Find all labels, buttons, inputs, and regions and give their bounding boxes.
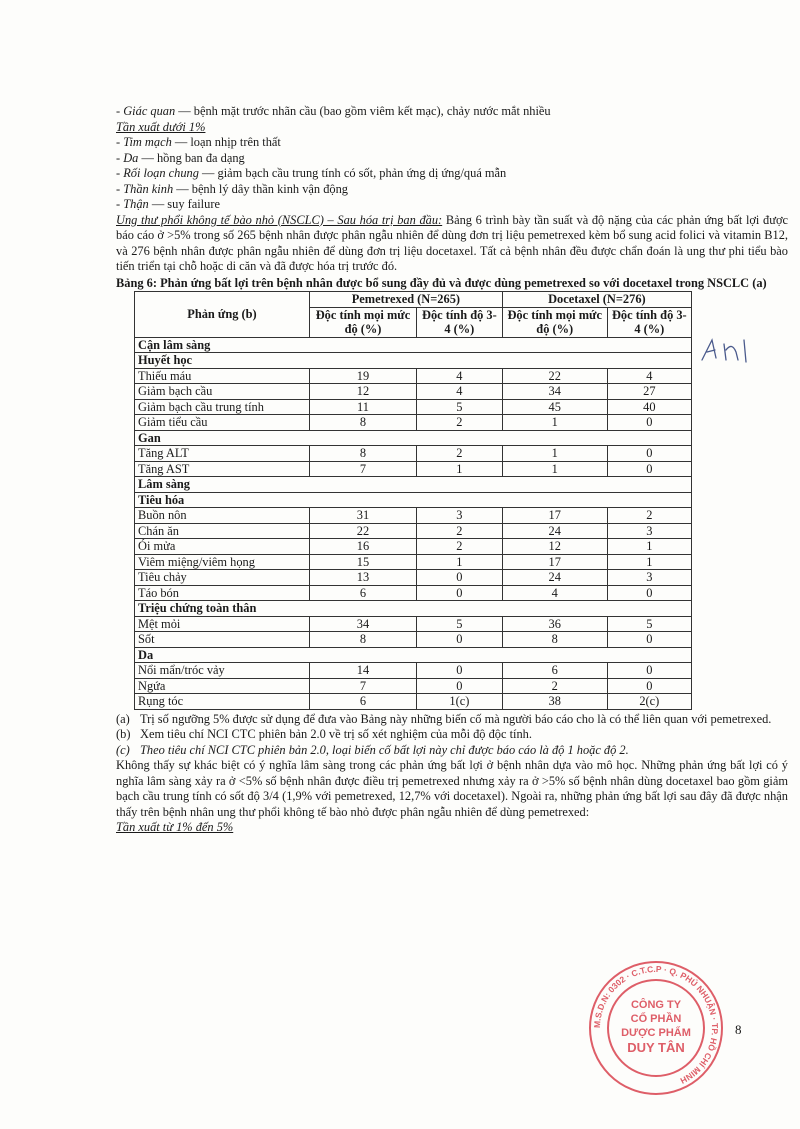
footnote-text: Theo tiêu chí NCI CTC phiên bản 2.0, loại biến cố bất lợi này chỉ được báo cáo là độ 1 hoặc độ 2. bbox=[140, 742, 629, 757]
reaction-label: Thiếu máu bbox=[135, 368, 310, 384]
pem-all-grade-value: 22 bbox=[310, 523, 417, 539]
doc-all-grade-value: 17 bbox=[502, 554, 607, 570]
footnotes bbox=[116, 712, 788, 759]
doc-all-grade-value: 1 bbox=[502, 415, 607, 431]
doc-grade34-value: 0 bbox=[607, 446, 691, 462]
doc-grade34-value: 0 bbox=[607, 461, 691, 477]
doc-all-grade-value: 17 bbox=[502, 508, 607, 524]
table-category-row bbox=[135, 601, 692, 617]
doc-grade34-value: 0 bbox=[607, 585, 691, 601]
table-row bbox=[135, 508, 692, 524]
pem-grade34-value: 0 bbox=[416, 570, 502, 586]
intro-label: Giác quan bbox=[123, 104, 176, 118]
reaction-label: Viêm miệng/viêm họng bbox=[135, 554, 310, 570]
intro-item: - Giác quan — bệnh mặt trước nhãn cầu (bao gồm viêm kết mạc), chảy nước mắt nhiều bbox=[116, 104, 551, 118]
reaction-label: Giảm bạch cầu trung tính bbox=[135, 399, 310, 415]
doc-all-grade-value: 1 bbox=[502, 461, 607, 477]
pem-grade34-value: 2 bbox=[416, 446, 502, 462]
reaction-label: Giảm bạch cầu bbox=[135, 384, 310, 400]
doc-grade34-value: 0 bbox=[607, 415, 691, 431]
pem-all-grade-value: 8 bbox=[310, 415, 417, 431]
doc-grade34-value: 3 bbox=[607, 523, 691, 539]
doc-all-grade-value: 22 bbox=[502, 368, 607, 384]
pem-grade34-value: 1 bbox=[416, 554, 502, 570]
footnote bbox=[116, 743, 788, 759]
table-category-row bbox=[135, 477, 692, 493]
pem-grade34-value: 1(c) bbox=[416, 694, 502, 710]
pem-all-grade-header: Độc tính mọi mức độ (%) bbox=[310, 307, 417, 337]
reaction-label: Ngứa bbox=[135, 678, 310, 694]
reaction-label: Táo bón bbox=[135, 585, 310, 601]
doc-all-grade-value: 38 bbox=[502, 694, 607, 710]
pem-grade34-value: 0 bbox=[416, 585, 502, 601]
table-category-row bbox=[135, 337, 692, 353]
pem-all-grade-value: 31 bbox=[310, 508, 417, 524]
below-1-text: — bệnh lý dây thần kinh vận động bbox=[173, 181, 348, 196]
pem-all-grade-value: 34 bbox=[310, 616, 417, 632]
below-1-item: - Thận — suy failure bbox=[116, 197, 220, 211]
pem-grade34-value: 3 bbox=[416, 508, 502, 524]
table-row bbox=[135, 461, 692, 477]
table-row bbox=[135, 446, 692, 462]
reaction-label: Giảm tiểu cầu bbox=[135, 415, 310, 431]
doc-grade34-value: 40 bbox=[607, 399, 691, 415]
table-row bbox=[135, 523, 692, 539]
table-row bbox=[135, 415, 692, 431]
footnote-text: Xem tiêu chí NCI CTC phiên bản 2.0 về trị số xét nghiệm của mỗi độ độc tính. bbox=[140, 727, 532, 741]
table-category-row bbox=[135, 353, 692, 369]
table-row bbox=[135, 554, 692, 570]
doc-grade34-value: 3 bbox=[607, 570, 691, 586]
nsclc-heading: Ung thư phổi không tế bào nhỏ (NSCLC) – Sau hóa trị ban đầu: bbox=[116, 212, 443, 227]
stamp-line-3: DƯỢC PHẨM bbox=[621, 1027, 691, 1039]
below-1-item: - Da — hồng ban đa dạng bbox=[116, 150, 245, 165]
doc-all-grade-value: 36 bbox=[502, 616, 607, 632]
doc-all-grade-value: 2 bbox=[502, 678, 607, 694]
category-label: Triệu chứng toàn thân bbox=[135, 601, 692, 617]
below-1-label: Rối loạn chung bbox=[123, 166, 199, 180]
document-body bbox=[116, 104, 788, 836]
footnote bbox=[116, 712, 788, 728]
doc-grade34-value: 1 bbox=[607, 554, 691, 570]
pem-grade34-value: 4 bbox=[416, 368, 502, 384]
table-row bbox=[135, 384, 692, 400]
pemetrexed-group-header: Pemetrexed (N=265) bbox=[310, 292, 503, 308]
category-label: Cận lâm sàng bbox=[135, 337, 692, 353]
pem-all-grade-value: 19 bbox=[310, 368, 417, 384]
doc-grade34-value: 2(c) bbox=[607, 694, 691, 710]
below-1-text: — loạn nhịp trên thất bbox=[171, 135, 281, 149]
doc-grade34-value: 0 bbox=[607, 663, 691, 679]
pem-all-grade-value: 8 bbox=[310, 632, 417, 648]
doc-all-grade-value: 4 bbox=[502, 585, 607, 601]
nsclc-text: Bảng 6 trình bày tần suất và độ nặng của các phản ứng bất lợi được báo cáo ở >5% trong số 265 bệnh nhân được phân ngẫu nhiên để dùng đơn trị liệu pemetrexed kèm bổ sung acid folici và vitamin B12, và 276 bệnh nhân được phân ngẫu nhiên để dùng đơn trị liệu docetaxel. Tất cả bệnh nhân đều được chẩn đoán là ung thư phi tiểu bào tiến triển tại chỗ hoặc di căn và đã được hóa trị trước đó. bbox=[116, 212, 788, 273]
col-reaction-header: Phản ứng (b) bbox=[135, 292, 310, 338]
pem-all-grade-value: 6 bbox=[310, 694, 417, 710]
footnote bbox=[116, 727, 788, 743]
nsclc-paragraph bbox=[116, 213, 788, 275]
table-row bbox=[135, 570, 692, 586]
freq-1-5-heading: Tần xuất từ 1% đến 5% bbox=[116, 820, 234, 834]
signature-mark bbox=[698, 336, 768, 366]
stamp-line-1: CÔNG TY bbox=[630, 999, 682, 1011]
company-stamp bbox=[586, 958, 726, 1098]
doc-grade34-value: 27 bbox=[607, 384, 691, 400]
footnote-mark: (a) bbox=[116, 711, 130, 726]
table-row bbox=[135, 399, 692, 415]
pem-grade34-value: 0 bbox=[416, 663, 502, 679]
pem-grade34-value: 0 bbox=[416, 678, 502, 694]
doc-all-grade-value: 34 bbox=[502, 384, 607, 400]
pem-grade34-value: 5 bbox=[416, 616, 502, 632]
reaction-label: Nổi mẩn/tróc vảy bbox=[135, 663, 310, 679]
reaction-label: Rụng tóc bbox=[135, 694, 310, 710]
table-title: Bảng 6: Phản ứng bất lợi trên bệnh nhân được bổ sung đầy đủ và được dùng pemetrexed so với docetaxel trong NSCLC (a) bbox=[116, 275, 767, 290]
doc-all-grade-value: 24 bbox=[502, 570, 607, 586]
freq-below-1-heading: Tần xuất dưới 1% bbox=[116, 119, 206, 134]
pem-grade34-value: 4 bbox=[416, 384, 502, 400]
table-row bbox=[135, 678, 692, 694]
pem-grade34-value: 2 bbox=[416, 523, 502, 539]
reaction-label: Tăng ALT bbox=[135, 446, 310, 462]
pem-all-grade-value: 11 bbox=[310, 399, 417, 415]
pem-all-grade-value: 6 bbox=[310, 585, 417, 601]
table-category-row bbox=[135, 492, 692, 508]
table-category-row bbox=[135, 647, 692, 663]
below-1-list bbox=[116, 135, 788, 213]
below-1-item: - Rối loạn chung — giảm bạch cầu trung tính có sốt, phản ứng dị ứng/quá mẫn bbox=[116, 166, 507, 180]
below-1-label: Thần kinh bbox=[123, 181, 174, 196]
category-label: Tiêu hóa bbox=[135, 492, 692, 508]
pem-all-grade-value: 16 bbox=[310, 539, 417, 555]
doc-all-grade-header: Độc tính mọi mức độ (%) bbox=[502, 307, 607, 337]
closing-paragraph: Không thấy sự khác biệt có ý nghĩa lâm sàng trong các phản ứng bất lợi ở bệnh nhân dựa vào mô học. Những phản ứng bất lợi có ý nghĩa lâm sàng xảy ra ở <5% số bệnh nhân được điều trị pemetrexed nhưng xảy ra ở >5% số bệnh nhân dùng docetaxel bao gồm giảm bạch cầu trung tính có sốt độ 3/4 (1,9% với pemetrexed, 12,7% với docetaxel). Ngoài ra, những phản ứng bất lợi sau đây đã được nhận thấy trên bệnh nhân ung thư phổi không tế bào nhỏ được phân ngẫu nhiên để dùng pemetrexed: bbox=[116, 758, 788, 819]
category-label: Huyết học bbox=[135, 353, 692, 369]
intro-text: — bệnh mặt trước nhãn cầu (bao gồm viêm kết mạc), chảy nước mắt nhiều bbox=[175, 104, 551, 118]
doc-grade34-value: 5 bbox=[607, 616, 691, 632]
pem-all-grade-value: 8 bbox=[310, 446, 417, 462]
pem-grade34-value: 2 bbox=[416, 415, 502, 431]
pem-all-grade-value: 14 bbox=[310, 663, 417, 679]
reaction-label: Tiêu chảy bbox=[135, 570, 310, 586]
adverse-reaction-table bbox=[134, 291, 692, 710]
reaction-label: Buồn nôn bbox=[135, 508, 310, 524]
below-1-text: — suy failure bbox=[148, 197, 220, 211]
doc-grade34-value: 1 bbox=[607, 539, 691, 555]
below-1-item: - Thần kinh — bệnh lý dây thần kinh vận động bbox=[116, 181, 348, 196]
pem-all-grade-value: 13 bbox=[310, 570, 417, 586]
below-1-label: Da bbox=[123, 150, 139, 165]
doc-grade34-value: 0 bbox=[607, 632, 691, 648]
reaction-label: Ói mửa bbox=[135, 539, 310, 555]
table-row bbox=[135, 539, 692, 555]
category-label: Gan bbox=[135, 430, 692, 446]
category-label: Da bbox=[135, 647, 692, 663]
pem-grade34-value: 0 bbox=[416, 632, 502, 648]
doc-all-grade-value: 8 bbox=[502, 632, 607, 648]
doc-grade34-header: Độc tính độ 3-4 (%) bbox=[607, 307, 691, 337]
pem-grade34-header: Độc tính độ 3-4 (%) bbox=[416, 307, 502, 337]
reaction-label: Tăng AST bbox=[135, 461, 310, 477]
pem-grade34-value: 5 bbox=[416, 399, 502, 415]
table-row bbox=[135, 632, 692, 648]
table-body bbox=[135, 337, 692, 709]
table-category-row bbox=[135, 430, 692, 446]
page-number: 8 bbox=[735, 1022, 742, 1037]
doc-all-grade-value: 1 bbox=[502, 446, 607, 462]
stamp-line-4: DUY TÂN bbox=[627, 1040, 685, 1055]
below-1-label: Tim mạch bbox=[123, 135, 172, 149]
docetaxel-group-header: Docetaxel (N=276) bbox=[502, 292, 691, 308]
stamp-line-2: CỔ PHẦN bbox=[630, 1013, 682, 1025]
intro-list bbox=[116, 104, 788, 120]
doc-all-grade-value: 24 bbox=[502, 523, 607, 539]
category-label: Lâm sàng bbox=[135, 477, 692, 493]
pem-all-grade-value: 7 bbox=[310, 678, 417, 694]
footnote-text: Trị số ngưỡng 5% được sử dụng để đưa vào Bảng này những biến cố mà người báo cáo cho là có thể liên quan với pemetrexed. bbox=[140, 711, 772, 726]
below-1-text: — giảm bạch cầu trung tính có sốt, phản ứng dị ứng/quá mẫn bbox=[198, 166, 507, 180]
doc-all-grade-value: 12 bbox=[502, 539, 607, 555]
doc-all-grade-value: 6 bbox=[502, 663, 607, 679]
reaction-label: Sốt bbox=[135, 632, 310, 648]
footnote-mark: (b) bbox=[116, 727, 131, 741]
pem-grade34-value: 1 bbox=[416, 461, 502, 477]
below-1-text: — hồng ban đa dạng bbox=[138, 150, 245, 165]
table-row bbox=[135, 663, 692, 679]
below-1-label: Thận bbox=[123, 197, 149, 211]
doc-all-grade-value: 45 bbox=[502, 399, 607, 415]
table-row bbox=[135, 585, 692, 601]
stamp-ring-text: M.S.D.N: 0302 · C.T.C.P · Q. PHÚ NHUẬN · TP. HỒ CHÍ MINH bbox=[591, 963, 721, 1086]
pem-all-grade-value: 7 bbox=[310, 461, 417, 477]
doc-grade34-value: 4 bbox=[607, 368, 691, 384]
reaction-label: Chán ăn bbox=[135, 523, 310, 539]
pem-all-grade-value: 12 bbox=[310, 384, 417, 400]
doc-grade34-value: 0 bbox=[607, 678, 691, 694]
table-row bbox=[135, 368, 692, 384]
reaction-label: Mệt mỏi bbox=[135, 616, 310, 632]
below-1-item: - Tim mạch — loạn nhịp trên thất bbox=[116, 135, 281, 149]
pem-grade34-value: 2 bbox=[416, 539, 502, 555]
doc-grade34-value: 2 bbox=[607, 508, 691, 524]
pem-all-grade-value: 15 bbox=[310, 554, 417, 570]
footnote-mark: (c) bbox=[116, 742, 130, 757]
table-row bbox=[135, 694, 692, 710]
table-row bbox=[135, 616, 692, 632]
